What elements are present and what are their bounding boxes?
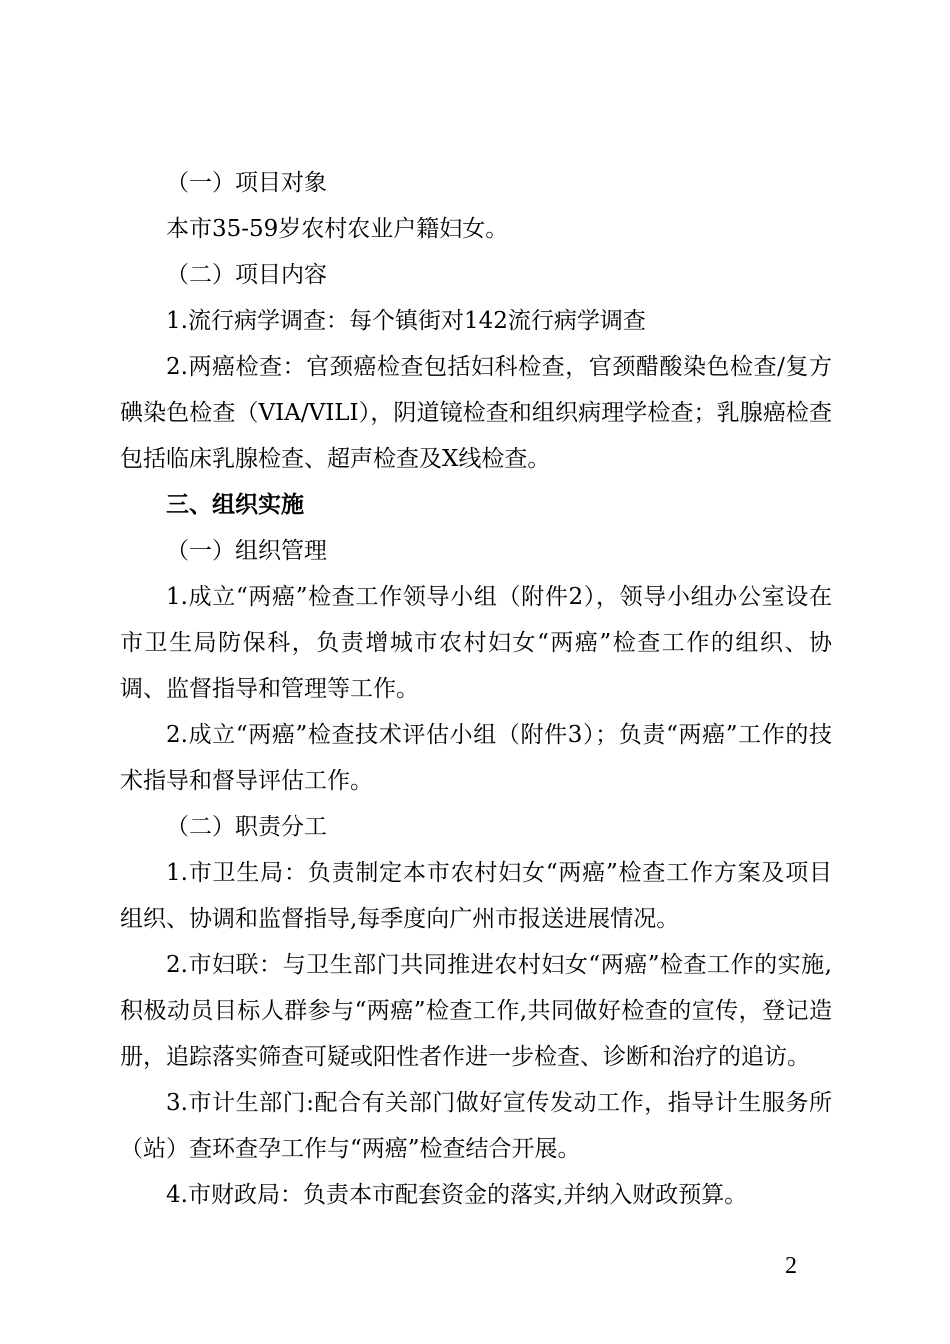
section-heading-implementation: 三、组织实施 bbox=[166, 492, 304, 518]
document-body bbox=[120, 160, 832, 1218]
subsection-heading-organization: （一）组织管理 bbox=[166, 538, 327, 564]
paragraph-project-target: 本市35-59岁农村农业户籍妇女。 bbox=[166, 216, 509, 242]
paragraph-womens-federation: 2.市妇联：与卫生部门共同推进农村妇女“两癌”检查工作的实施,积极动员目标人群参与“两癌”检查工作,共同做好检查的宣传，登记造册，追踪落实筛查可疑或阳性者作进一步检查、诊断和治疗的追访。 bbox=[120, 952, 832, 1070]
page-number: 2 bbox=[785, 1253, 797, 1279]
paragraph-evaluation-group: 2.成立“两癌”检查技术评估小组（附件3）；负责“两癌”工作的技术指导和督导评估工作。 bbox=[120, 722, 832, 794]
subsection-heading-project-target: （一）项目对象 bbox=[166, 170, 327, 196]
paragraph-family-planning: 3.市计生部门:配合有关部门做好宣传发动工作，指导计生服务所（站）查环查孕工作与“两癌”检查结合开展。 bbox=[120, 1090, 832, 1162]
paragraph-health-bureau: 1.市卫生局：负责制定本市农村妇女“两癌”检查工作方案及项目组织、协调和监督指导,每季度向广州市报送进展情况。 bbox=[120, 860, 832, 932]
subsection-heading-project-content: （二）项目内容 bbox=[166, 262, 327, 288]
paragraph-leadership-group: 1.成立“两癌”检查工作领导小组（附件2），领导小组办公室设在市卫生局防保科，负责增城市农村妇女“两癌”检查工作的组织、协调、监督指导和管理等工作。 bbox=[120, 584, 832, 702]
subsection-heading-responsibilities: （二）职责分工 bbox=[166, 814, 327, 840]
paragraph-epidemiology-survey: 1.流行病学调查：每个镇街对142流行病学调查 bbox=[166, 308, 646, 334]
paragraph-finance-bureau: 4.市财政局：负责本市配套资金的落实,并纳入财政预算。 bbox=[166, 1182, 748, 1208]
paragraph-two-cancer-screening: 2.两癌检查：官颈癌检查包括妇科检查，官颈醋酸染色检查/复方碘染色检查（VIA/VILI），阴道镜检查和组织病理学检查；乳腺癌检查包括临床乳腺检查、超声检查及X线检查。 bbox=[120, 354, 832, 472]
